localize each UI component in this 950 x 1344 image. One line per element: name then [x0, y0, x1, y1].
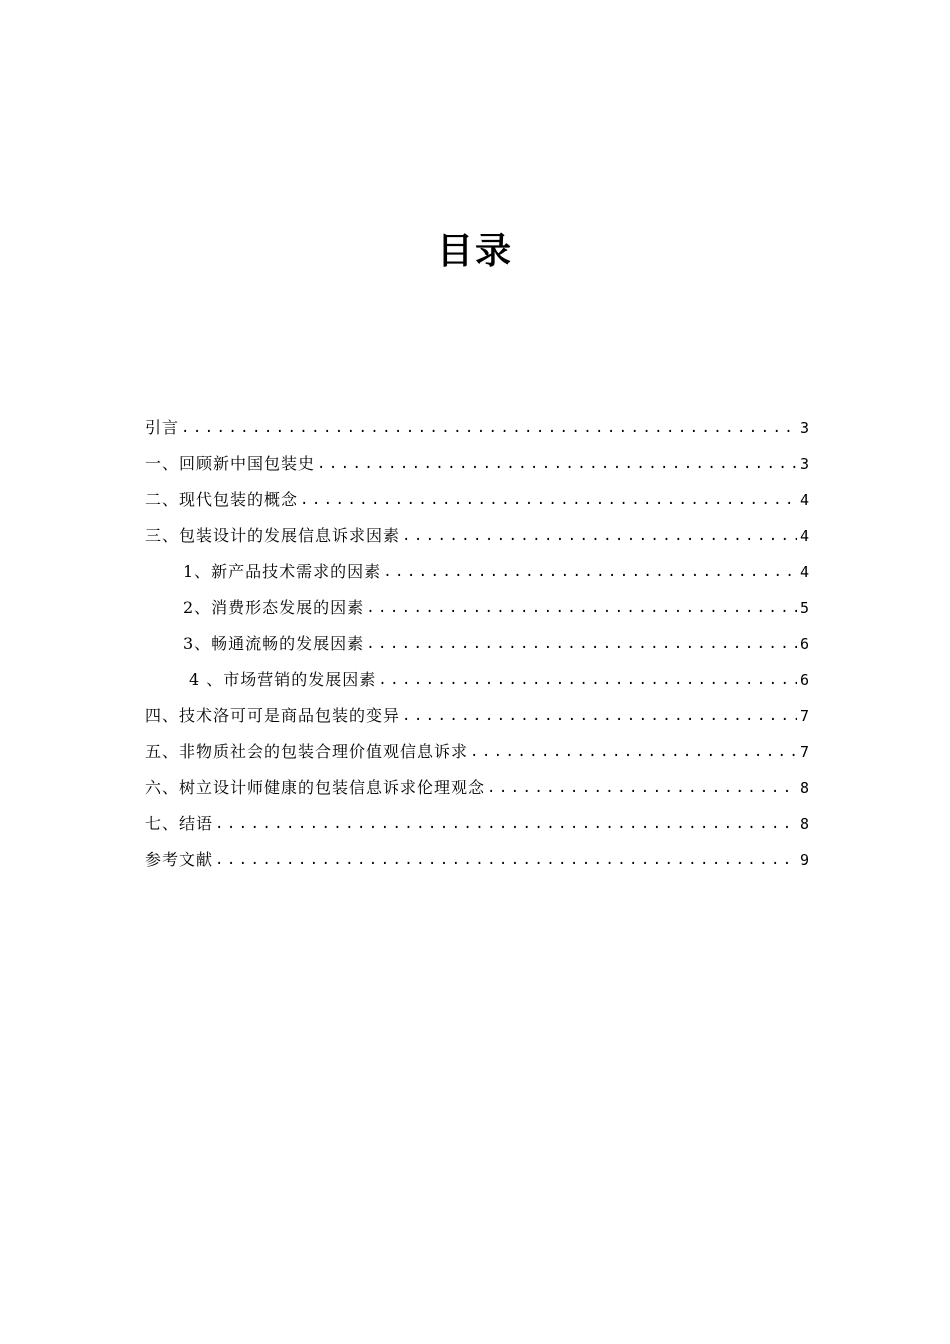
toc-page-number: 8 [799, 779, 809, 797]
toc-page-number: 8 [799, 815, 809, 833]
toc-page-number: 5 [799, 599, 809, 617]
toc-entry-subsection-3-1[interactable] [145, 554, 809, 590]
toc-entry-section-4[interactable] [145, 698, 809, 734]
toc-entry-label: 2、消费形态发展的因素 [183, 598, 365, 617]
toc-dot-leader [364, 598, 797, 618]
toc-dot-leader [315, 454, 797, 474]
toc-entry-label: 七、结语 [145, 814, 214, 833]
toc-dot-leader [468, 742, 797, 762]
toc-dot-leader [376, 670, 797, 690]
toc-entry-label: 五、非物质社会的包装合理价值观信息诉求 [145, 742, 469, 761]
toc-dot-leader [298, 490, 797, 510]
toc-entry-label: 三、包装设计的发展信息诉求因素 [145, 526, 401, 545]
toc-page-number: 3 [799, 455, 809, 473]
toc-dot-leader [400, 526, 797, 546]
toc-dot-leader [400, 706, 797, 726]
toc-page-number: 4 [799, 563, 809, 581]
table-of-contents [145, 410, 809, 878]
toc-entry-label: 四、技术洛可可是商品包装的变异 [145, 706, 401, 725]
toc-entry-introduction[interactable] [145, 410, 809, 446]
toc-dot-leader [485, 778, 797, 798]
toc-page-number: 3 [799, 419, 809, 437]
toc-entry-label: 3、畅通流畅的发展因素 [183, 634, 365, 653]
toc-entry-section-2[interactable] [145, 482, 809, 518]
toc-entry-section-1[interactable] [145, 446, 809, 482]
toc-page-number: 7 [799, 743, 809, 761]
toc-page-number: 4 [799, 491, 809, 509]
toc-entry-subsection-3-4[interactable] [145, 662, 809, 698]
toc-dot-leader [364, 634, 797, 654]
toc-entry-label: 4 、市场营销的发展因素 [189, 670, 377, 689]
toc-entry-section-6[interactable] [145, 770, 809, 806]
toc-dot-leader [179, 418, 797, 438]
toc-page-number: 7 [799, 707, 809, 725]
toc-page-number: 6 [799, 671, 809, 689]
toc-entry-section-7[interactable] [145, 806, 809, 842]
toc-entry-label: 二、现代包装的概念 [145, 490, 299, 509]
toc-entry-section-3[interactable] [145, 518, 809, 554]
toc-entry-label: 1、新产品技术需求的因素 [183, 562, 382, 581]
toc-entry-label: 参考文献 [145, 850, 214, 869]
toc-entry-references[interactable] [145, 842, 809, 878]
toc-dot-leader [213, 850, 797, 870]
toc-entry-subsection-3-2[interactable] [145, 590, 809, 626]
toc-dot-leader [381, 562, 797, 582]
toc-entry-label: 六、树立设计师健康的包装信息诉求伦理观念 [145, 778, 486, 797]
toc-entry-label: 一、回顾新中国包装史 [145, 454, 316, 473]
toc-page-number: 4 [799, 527, 809, 545]
toc-entry-subsection-3-3[interactable] [145, 626, 809, 662]
toc-page-number: 9 [799, 851, 809, 869]
toc-page-number: 6 [799, 635, 809, 653]
toc-entry-label: 引言 [145, 418, 180, 437]
toc-dot-leader [213, 814, 797, 834]
page-title: 目录 [436, 231, 513, 272]
toc-entry-section-5[interactable] [145, 734, 809, 770]
